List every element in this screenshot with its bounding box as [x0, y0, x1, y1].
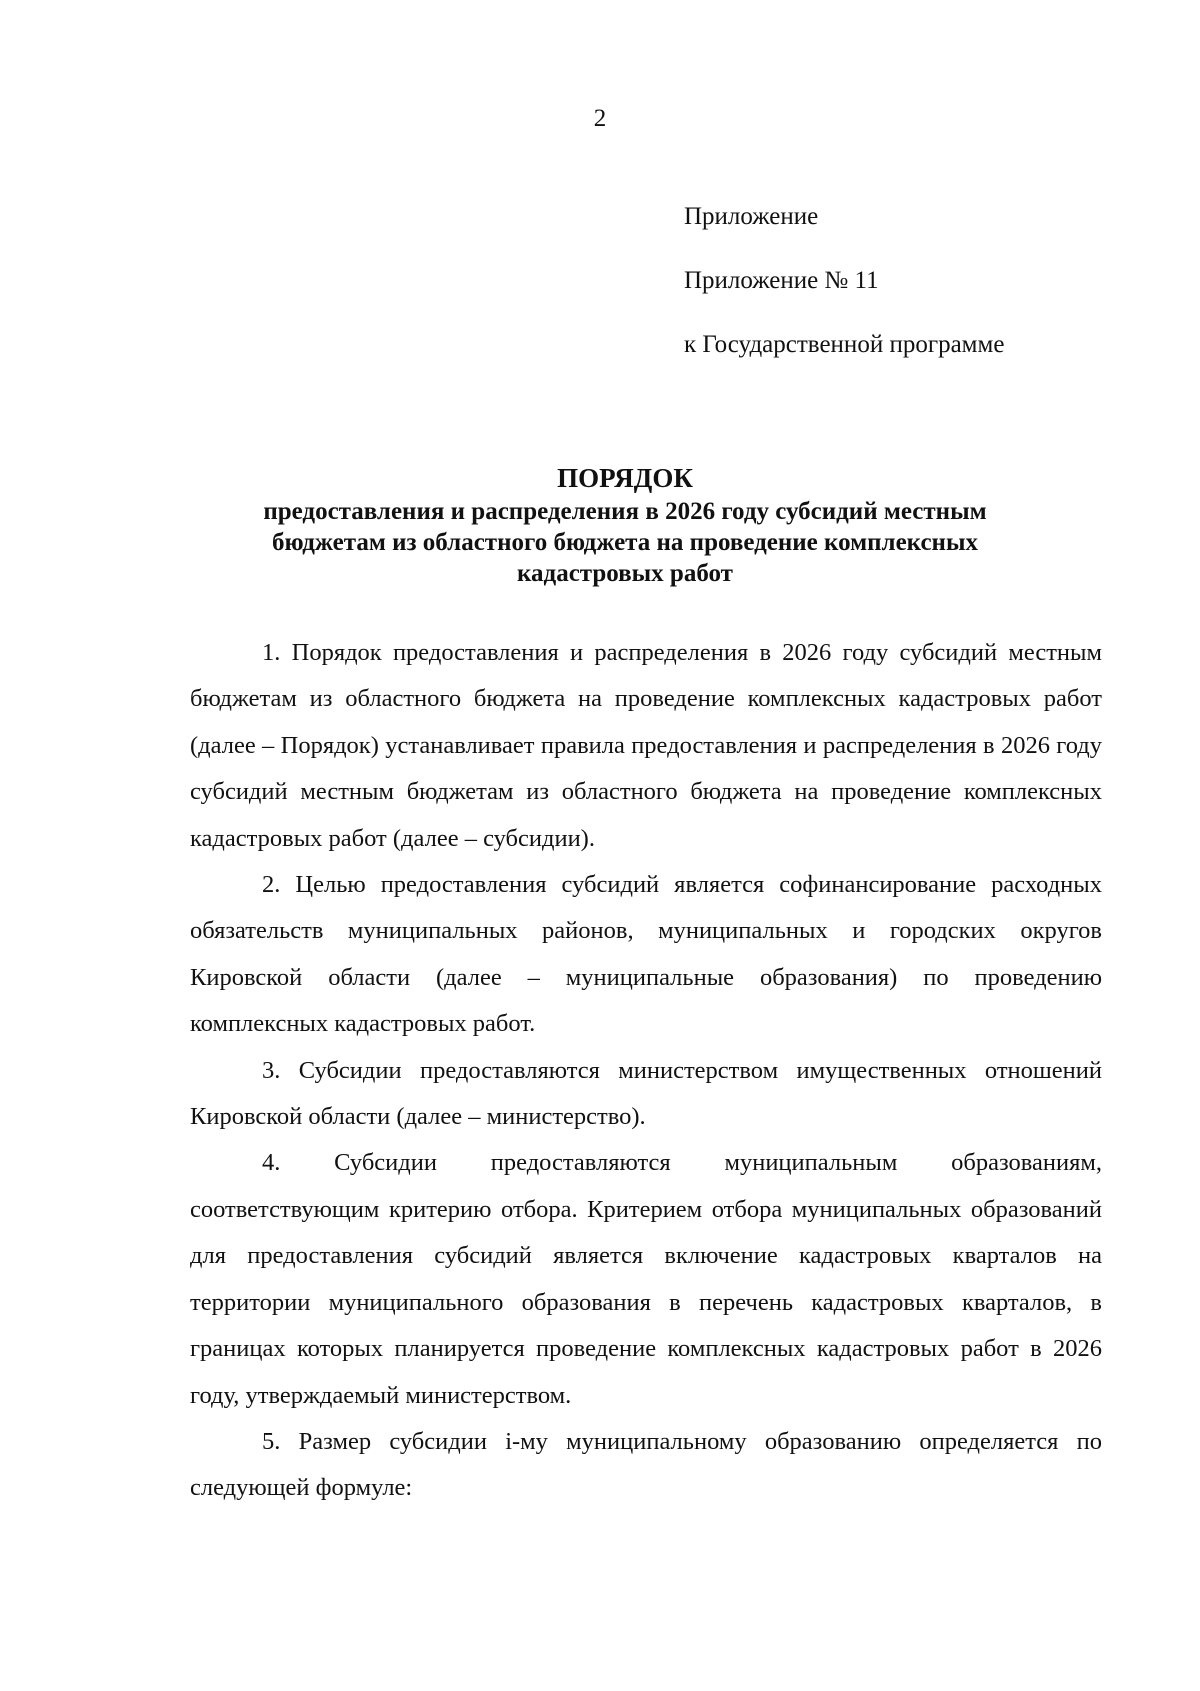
title-subtitle-line: предоставления и распределения в 2026 году субсидий местным	[263, 498, 987, 525]
paragraph-2: 2. Целью предоставления субсидий является софинансирование расходных обязательств муниципальных районов, муниципальных и городских округов Кировской области (далее – муниципальные образования) по проведению комплексных кадастровых работ.	[190, 871, 1102, 1038]
appendix-label: Приложение	[684, 203, 819, 230]
appendix-number: Приложение № 11	[684, 267, 879, 294]
title-main: ПОРЯДОК	[557, 463, 693, 493]
document-body	[190, 630, 1102, 1512]
document-title	[190, 460, 1060, 589]
title-subtitle-line: бюджетам из областного бюджета на проведение комплексных	[272, 529, 978, 556]
title-subtitle-line: кадастровых работ	[517, 560, 733, 587]
appendix-reference: к Государственной программе	[684, 331, 1005, 358]
page-number: 2	[593, 105, 607, 132]
paragraph-5: 5. Размер субсидии i-му муниципальному образованию определяется по следующей формуле:	[190, 1427, 1102, 1502]
paragraph-3: 3. Субсидии предоставляются министерством имущественных отношений Кировской области (далее – министерство).	[190, 1056, 1102, 1131]
paragraph-1: 1. Порядок предоставления и распределения в 2026 году субсидий местным бюджетам из областного бюджета на проведение комплексных кадастровых работ (далее – Порядок) устанавливает правила предоставления и распределения в 2026 году субсидий местным бюджетам из областного бюджета на проведение комплексных кадастровых работ (далее – субсидии).	[190, 639, 1102, 852]
paragraph-4: 4. Субсидии предоставляются муниципальным образованиям, соответствующим критерию отбора. Критерием отбора муниципальных образований для предоставления субсидий является включение кадастровых кварталов на территории муниципального образования в перечень кадастровых кварталов, в границах которых планируется проведение комплексных кадастровых работ в 2026 году, утверждаемый министерством.	[190, 1149, 1102, 1409]
